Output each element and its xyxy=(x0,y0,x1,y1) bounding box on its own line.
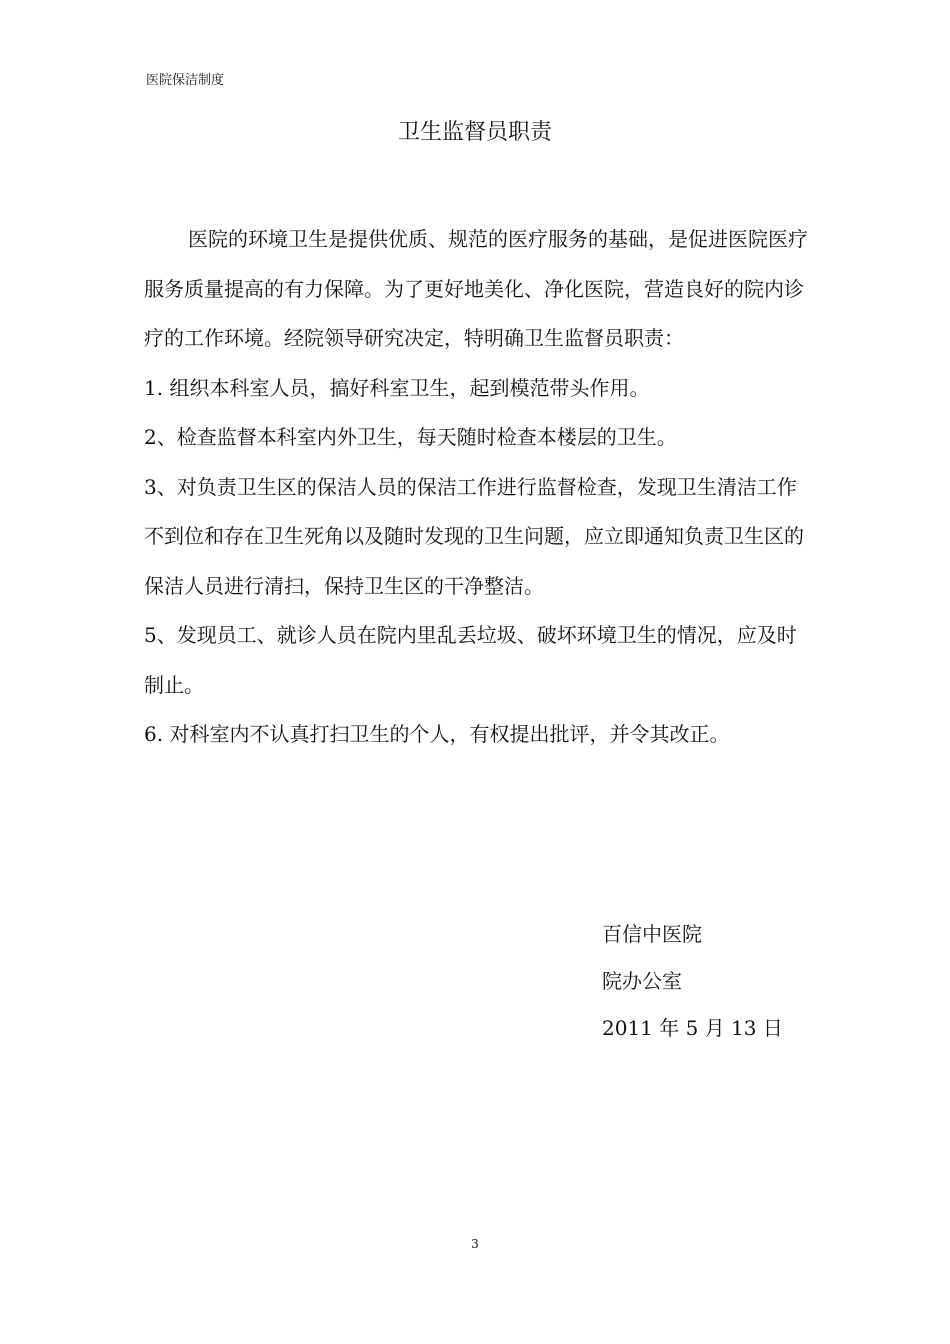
signature-block xyxy=(602,911,783,1052)
duty-item-6: 6. 对科室内不认真打扫卫生的个人，有权提出批评，并令其改正。 xyxy=(144,722,730,746)
intro-paragraph: 医院的环境卫生是提供优质、规范的医疗服务的基础，是促进医院医疗服务质量提高的有力保障。为了更好地美化、净化医院，营造良好的院内诊疗的工作环境。经院领导研究决定，特明确卫生监督员职责： xyxy=(144,227,808,350)
signature-date: 2011 年 5 月 13 日 xyxy=(602,1016,783,1040)
duty-item-1: 1. 组织本科室人员，搞好科室卫生，起到模范带头作用。 xyxy=(144,375,650,400)
running-header: 医院保洁制度 xyxy=(146,73,225,88)
signature-organization: 百信中医院 xyxy=(602,922,702,946)
duty-item-5: 5、发现员工、就诊人员在院内里乱丢垃圾、破坏环境卫生的情况，应及时制止。 xyxy=(144,623,797,697)
duty-item-3: 3、对负责卫生区的保洁人员的保洁工作进行监督检查，发现卫生清洁工作不到位和存在卫生死角以及随时发现的卫生问题，应立即通知负责卫生区的保洁人员进行清扫，保持卫生区的干净整洁。 xyxy=(144,474,804,598)
page-number: 3 xyxy=(471,1237,479,1251)
signature-department: 院办公室 xyxy=(602,969,682,993)
document-title: 卫生监督员职责 xyxy=(397,120,552,145)
duty-item-2: 2、检查监督本科室内外卫生，每天随时检查本楼层的卫生。 xyxy=(144,425,677,449)
document-body xyxy=(144,215,810,760)
